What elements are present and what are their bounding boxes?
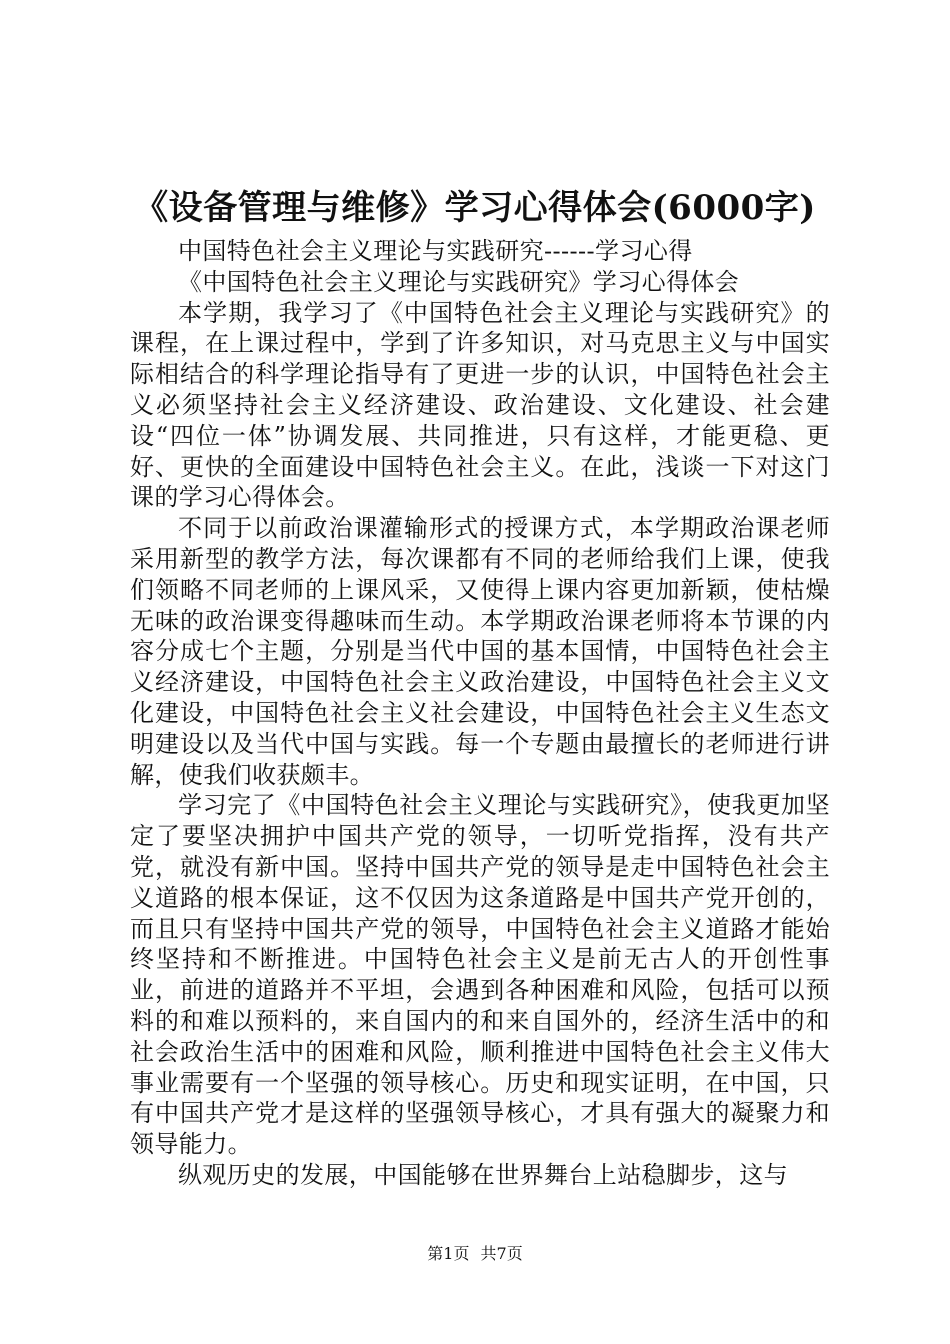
paragraph-subtitle: 中国特色社会主义理论与实践研究------学习心得 bbox=[178, 237, 693, 265]
paragraph: 本学期，我学习了《中国特色社会主义理论与实践研究》的课程，在上课过程中，学到了许多知识，对马克思主义与中国实际相结合的科学理论指导有了更进一步的认识，中国特色社会主义必须坚持社会主义经济建设、政治建设、文化建设、社会建设“四位一体”协调发展、共同推进，只有这样，才能更稳、更好、更快的全面建设中国特色社会主义。在此，浅谈一下对这门课的学习心得体会。 bbox=[130, 298, 830, 512]
document-body bbox=[130, 236, 830, 1191]
page-footer bbox=[0, 1244, 950, 1264]
document-title: 《设备管理与维修》学习心得体会(6000字) bbox=[134, 188, 816, 228]
paragraph-heading: 《中国特色社会主义理论与实践研究》学习心得体会 bbox=[178, 267, 740, 296]
paragraph: 不同于以前政治课灌输形式的授课方式，本学期政治课老师采用新型的教学方法，每次课都有不同的老师给我们上课，使我们领略不同老师的上课风采，又使得上课内容更加新颖，使枯燥无味的政治课变得趣味而生动。本学期政治课老师将本节课的内容分成七个主题，分别是当代中国的基本国情，中国特色社会主义经济建设，中国特色社会主义政治建设，中国特色社会主义文化建设，中国特色社会主义社会建设，中国特色社会主义生态文明建设以及当代中国与实践。每一个专题由最擅长的老师进行讲解，使我们收获颇丰。 bbox=[130, 514, 830, 789]
paragraph: 纵观历史的发展，中国能够在世界舞台上站稳脚步，这与 bbox=[178, 1160, 788, 1189]
paragraph: 学习完了《中国特色社会主义理论与实践研究》，使我更加坚定了要坚决拥护中国共产党的领导，一切听党指挥，没有共产党，就没有新中国。坚持中国共产党的领导是走中国特色社会主义道路的根本保证，这不仅因为这条道路是中国共产党开创的，而且只有坚持中国共产党的领导，中国特色社会主义道路才能始终坚持和不断推进。中国特色社会主义是前无古人的开创性事业，前进的道路并不平坦，会遇到各种困难和风险，包括可以预料的和难以预料的，来自国内的和来自国外的，经济生活中的和社会政治生活中的困难和风险，顺利推进中国特色社会主义伟大事业需要有一个坚强的领导核心。历史和现实证明，在中国，只有中国共产党才是这样的坚强领导核心，才具有强大的凝聚力和领导能力。 bbox=[130, 791, 830, 1159]
page-number: 第1页 bbox=[427, 1244, 470, 1263]
page-total: 共7页 bbox=[480, 1244, 523, 1263]
